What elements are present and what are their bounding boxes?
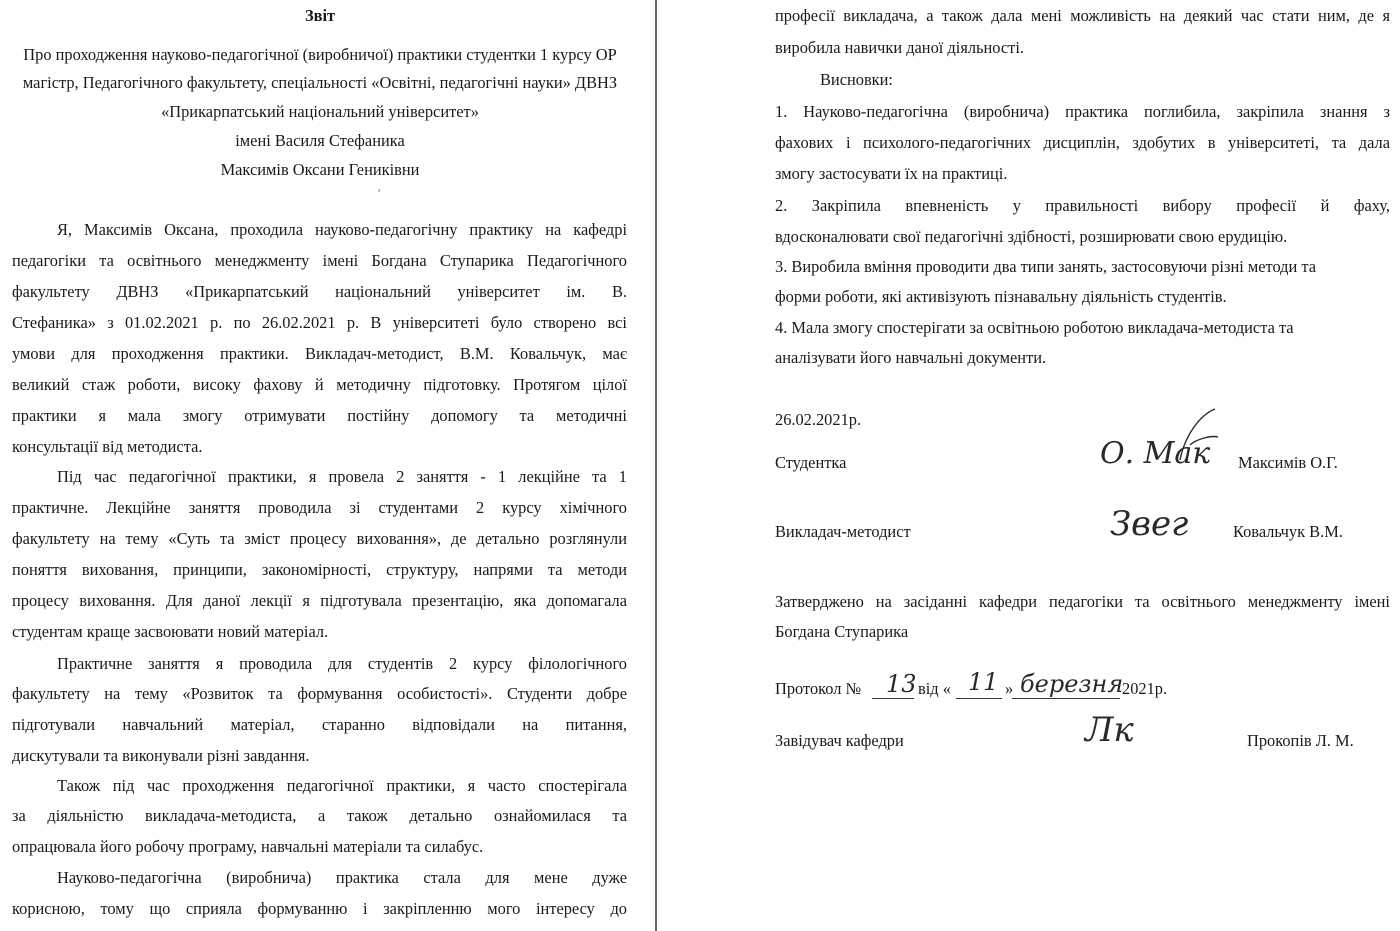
paragraph-line: умови для проходження практики. Викладач-методист, В.М. Ковальчук, має [12,344,627,363]
protocol-label: Протокол № [775,679,862,698]
teacher-label: Викладач-методист [775,522,911,541]
teacher-signature: Звег [1110,504,1189,544]
paragraph-line: дискутували та виконували різні завдання. [12,746,310,765]
protocol-month: березня [1020,670,1124,698]
top-line: виробила навички даної діяльності. [775,38,1024,57]
page-divider [655,0,657,931]
heading-line: Максимів Оксани Гениківни [220,160,420,179]
protocol-close-quote: » [1005,679,1014,698]
paragraph-line: Науково-педагогічна (виробнича) практика стала для мене дуже [57,868,627,887]
conclusion-line: 1. Науково-педагогічна (виробнича) практика поглибила, закріпила знання з [775,102,1390,121]
conclusion-line: вдосконалювати свої педагогічні здібності, розширювати свою ерудицію. [775,227,1288,246]
head-name: Прокопів Л. М. [1247,731,1354,750]
paragraph-line: Під час педагогічної практики, я провела 2 заняття - 1 лекційне та 1 [57,467,627,486]
paragraph-line: Стефаника» з 01.02.2021 р. по 26.02.2021 р. В університеті було створено всі [12,313,627,332]
paragraph-line: факультету ДВНЗ «Прикарпатський національний університет ім. В. [12,282,627,301]
student-label: Студентка [775,453,847,472]
protocol-day: 11 [968,668,999,696]
report-title: Звіт [304,6,336,25]
heading-line: «Прикарпатський національний університет» [161,102,479,121]
protocol-from-label: від « [918,679,951,698]
paragraph-line: Також під час проходження педагогічної практики, я часто спостерігала [57,776,627,795]
student-signature: О. Мак [1100,436,1211,471]
protocol-number-underline [872,698,914,699]
signature-flourish-icon [1160,405,1220,465]
head-label: Завідувач кафедри [775,731,904,750]
approval-line: Затверджено на засіданні кафедри педагогіки та освітнього менеджменту імені [775,592,1390,611]
conclusion-line: аналізувати його навчальні документи. [775,348,1047,367]
conclusion-line: 4. Мала змогу спостерігати за освітньою роботою викладача-методиста та [775,318,1294,337]
right-page [660,0,1400,931]
conclusion-line: 3. Виробила вміння проводити два типи занять, застосовуючи різні методи та [775,257,1317,276]
protocol-year: 2021р. [1122,679,1168,698]
approval-line: Богдана Ступарика [775,622,909,641]
teacher-name: Ковальчук В.М. [1233,522,1343,541]
paragraph-line: факультету на тему «Суть та зміст процесу виховання», де детально розглянули [12,529,627,548]
top-line: професії викладача, а також дала мені можливість на деякий час стати ним, де я [775,6,1390,25]
paragraph-line: підготували навчальний матеріал, старанно відповідали на питання, [12,715,627,734]
paragraph-line: практики я мала змогу отримувати постійну допомогу та методичні [12,406,627,425]
student-name: Максимів О.Г. [1238,453,1338,472]
conclusions-heading: Висновки: [820,70,893,89]
paragraph-line: опрацювала його робочу програму, навчальні матеріали та силабус. [12,837,484,856]
head-signature: Лк [1085,710,1134,750]
paragraph-line: великий стаж роботи, високу фахову й методичну підготовку. Протягом цілої [12,375,627,394]
paragraph-line: процесу виховання. Для даної лекції я підготувала презентацію, яка допомагала [12,591,627,610]
protocol-number: 13 [886,670,917,698]
heading-line: Про проходження науково-педагогічної (виробничої) практики студентки 1 курсу ОР [23,45,617,64]
heading-line: магістр, Педагогічного факультету, спеціальності «Освітні, педагогічні науки» ДВНЗ [22,73,618,92]
paragraph-line: консультації від методиста. [12,437,203,456]
paragraph-line: корисною, тому що сприяла формуванню і закріпленню мого інтересу до [12,899,627,918]
left-page [0,0,655,931]
paragraph-line: Практичне заняття я проводила для студентів 2 курсу філологічного [57,654,627,673]
conclusion-line: форми роботи, які активізують пізнавальну діяльність студентів. [775,287,1227,306]
report-date: 26.02.2021р. [775,410,862,429]
paragraph-line: студентам краще засвоювати новий матеріал. [12,622,329,641]
protocol-month-underline [1012,698,1120,699]
heading-line: імені Василя Стефаника [235,131,405,150]
protocol-day-underline [956,698,1002,699]
paragraph-line: факультету на тему «Розвиток та формування особистості». Студенти добре [12,684,627,703]
paragraph-line: практичне. Лекційне заняття проводила зі студентами 2 курсу хімічного [12,498,627,517]
stray-mark: ʹ [378,186,381,200]
conclusion-line: фахових і психолого-педагогічних дисциплін, здобутих в університеті, та дала [775,133,1390,152]
paragraph-line: педагогіки та освітнього менеджменту імені Богдана Ступарика Педагогічного [12,251,627,270]
paragraph-line: Я, Максимів Оксана, проходила науково-педагогічну практику на кафедрі [57,220,627,239]
paragraph-line: за діяльністю викладача-методиста, а також детально ознайомилася та [12,806,627,825]
conclusion-line: змогу застосувати їх на практиці. [775,164,1008,183]
conclusion-line: 2. Закріпила впевненість у правильності вибору професії й фаху, [775,196,1390,215]
paragraph-line: поняття виховання, принципи, закономірності, структуру, напрями та методи [12,560,627,579]
